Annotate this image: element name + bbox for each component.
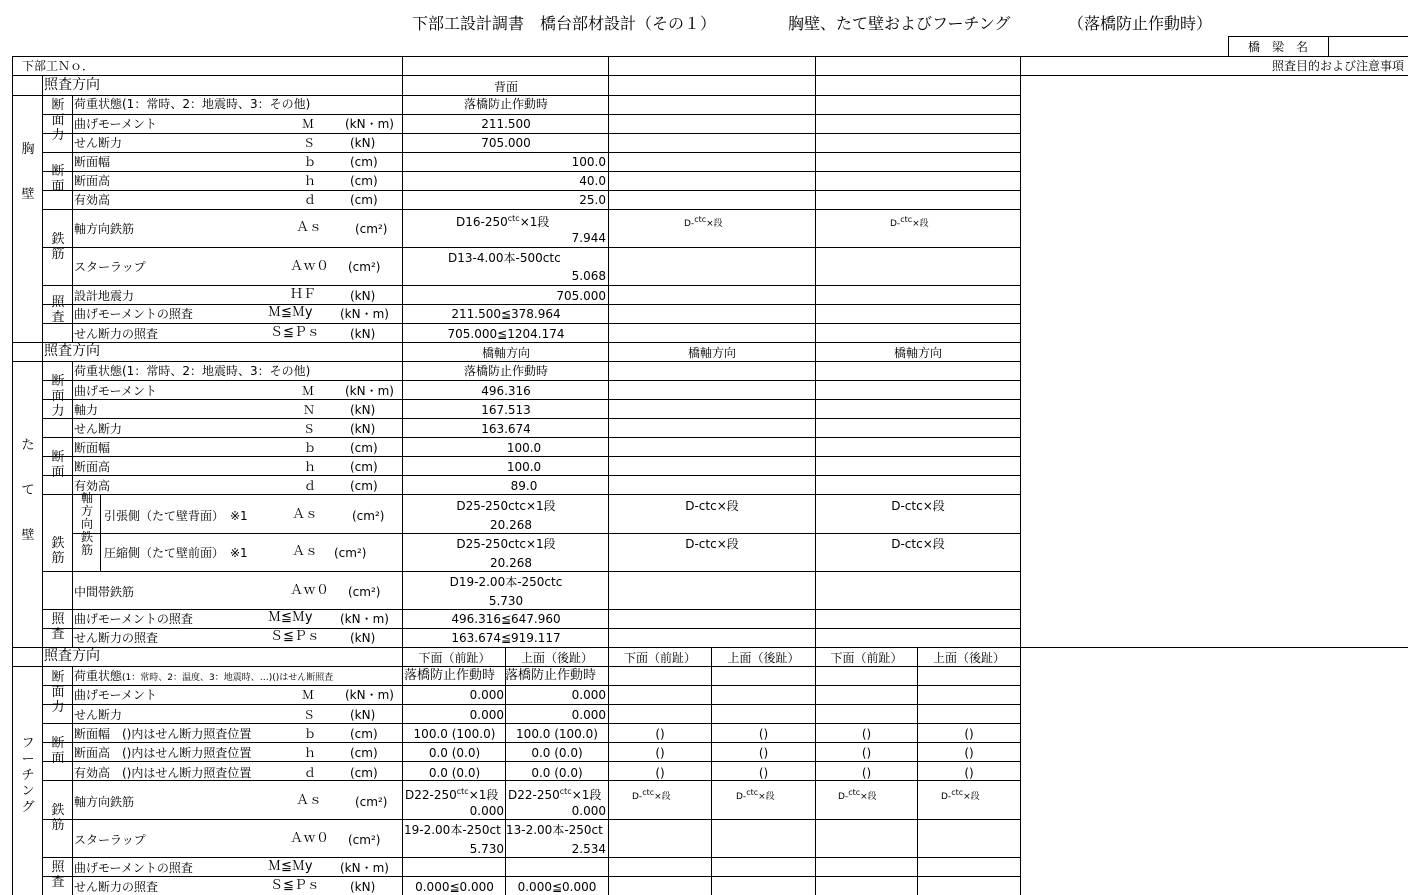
w-compression-symbol: Ａｓ (292, 544, 319, 559)
ft-eff-depth-label: 有効高 ()内はせん断力照査位置 (74, 766, 252, 780)
grid-line (12, 56, 1408, 57)
ft-axial-spec-1: $D22-250^{ctc}\times 1$段 (405, 787, 499, 802)
w-mid-rebar-label: 中間帯鉄筋 (74, 585, 135, 599)
ft-width-1: 100.0 (100.0) (413, 727, 496, 741)
ft-height-1: 0.0 (0.0) (428, 746, 481, 760)
ft-axial-empty: D-ctc×段 (838, 788, 877, 802)
w-shear-check-label: せん断力の照査 (74, 631, 159, 645)
bw-axial-rebar-col3: D-ctc×段 (890, 215, 929, 229)
ft-width-label: 断面幅 ()内はせん断力照査位置 (74, 727, 252, 741)
footing-force-group: 断 面 力 (51, 670, 65, 715)
ft-paren: () (964, 766, 974, 780)
ft-direction-6: 上面（後趾） (932, 651, 1005, 665)
w-moment-check-label: 曲げモーメントの照査 (74, 612, 193, 626)
footing-rebar-group: 鉄 筋 (51, 803, 65, 833)
wall-label: た て 壁 (21, 438, 35, 543)
grid-line (42, 780, 72, 781)
bw-seismic-value: 705.000 (556, 289, 606, 303)
grid-line (12, 56, 13, 895)
w-shear-check-unit: (kN) (350, 631, 376, 645)
grid-line (12, 647, 1408, 648)
w-load-state-label: 荷重状態(1：常時、2：地震時、3：その他) (74, 364, 311, 378)
ft-moment-symbol: Ｍ (302, 688, 315, 702)
w-height-symbol: ｈ (304, 460, 317, 474)
grid-line (42, 437, 1020, 438)
w-mid-rebar-spec: D19-2.00本-250ctc (449, 575, 563, 589)
w-tension-col2: D-ctc×段 (685, 499, 739, 513)
grid-line (42, 609, 72, 610)
ft-shear-label: せん断力 (74, 708, 123, 722)
ft-axial-rebar-label: 軸方向鉄筋 (74, 795, 135, 809)
w-shear-value: 163.674 (481, 422, 531, 436)
grid-line (12, 75, 1408, 76)
w-moment-label: 曲げモーメント (74, 384, 157, 398)
bw-moment-value: 211.500 (481, 117, 531, 131)
purpose-notes-label: 照査目的および注意事項 (1271, 59, 1404, 73)
bw-moment-check-label: 曲げモーメントの照査 (74, 307, 193, 321)
bw-stirrup-label: スターラップ (74, 260, 146, 274)
w-height-label: 断面高 (74, 460, 111, 474)
ft-height-unit: (cm) (350, 746, 378, 760)
grid-line (42, 857, 1020, 858)
ft-direction-3: 下面（前趾） (623, 651, 696, 665)
w-width-label: 断面幅 (74, 441, 111, 455)
w-width-value: 100.0 (506, 441, 542, 455)
w-compression-unit: (cm²) (334, 546, 367, 560)
w-axial-unit: (kN) (350, 403, 376, 417)
ft-shear-check-symbol: Ｓ≦Ｐｓ (270, 878, 320, 893)
w-shear-label: せん断力 (74, 422, 123, 436)
bridge-name-label: 橋 梁 名 (1247, 40, 1308, 54)
bw-width-unit: (cm) (350, 155, 378, 169)
wall-check-group: 照 査 (51, 612, 65, 642)
bw-seismic-unit: (kN) (350, 289, 376, 303)
w-shear-symbol: Ｓ (303, 422, 316, 436)
grid-line (42, 704, 1020, 705)
bw-seismic-label: 設計地震力 (74, 289, 135, 303)
bw-shear-symbol: Ｓ (303, 136, 316, 150)
ft-paren: () (861, 766, 872, 780)
bw-axial-rebar-unit: (cm²) (355, 222, 388, 236)
ft-axial-spec-2: $D22-250^{ctc}\times 1$段 (508, 787, 602, 802)
wall-force-group: 断 面 力 (51, 374, 65, 419)
w-tension-spec: D25-250ctc×1段 (456, 499, 556, 513)
bw-axial-rebar-label: 軸方向鉄筋 (74, 222, 135, 236)
grid-line (42, 418, 1020, 419)
grid-line (42, 780, 1020, 781)
grid-line (42, 857, 72, 858)
ft-axial-rebar-symbol: Ａｓ (296, 793, 323, 808)
bw-shear-value: 705.000 (481, 136, 531, 150)
grid-line (100, 494, 101, 571)
ft-paren: () (964, 746, 974, 760)
grid-line (42, 571, 1020, 572)
bw-moment-check-symbol: Ｍ≦Ｍy (268, 305, 313, 320)
bw-moment-check-unit: (kN・m) (340, 307, 389, 321)
grid-line (42, 152, 1020, 153)
ft-shear-check-label: せん断力の照査 (74, 880, 159, 894)
grid-line (42, 285, 72, 286)
grid-line (42, 304, 1020, 305)
substructure-no-label: 下部工Ｎｏ． (22, 59, 95, 73)
grid-line (42, 494, 72, 495)
ft-moment-label: 曲げモーメント (74, 688, 157, 702)
bw-height-unit: (cm) (350, 174, 378, 188)
wall-direction-1: 橋軸方向 (481, 346, 530, 360)
bw-width-value: 100.0 (571, 155, 606, 169)
bw-seismic-symbol: ＨＦ (290, 287, 317, 302)
w-eff-depth-value: 89.0 (510, 479, 538, 493)
bw-stirrup-unit: (cm²) (348, 260, 381, 274)
grid-line (72, 533, 1020, 534)
w-eff-depth-unit: (cm) (350, 479, 378, 493)
w-axial-value: 167.513 (481, 403, 531, 417)
ft-shear-check-unit: (kN) (350, 880, 376, 894)
ft-stirrup-area-1: 5.730 (469, 842, 504, 856)
w-axial-label: 軸力 (74, 403, 99, 417)
bw-height-label: 断面高 (74, 174, 111, 188)
grid-line (72, 95, 73, 342)
bw-axial-rebar-spec: $D16-250^{ctc}\times 1$段 (456, 214, 550, 229)
grid-line (42, 399, 1020, 400)
ft-stirrup-spec-1: 19-2.00本-250ct (404, 823, 501, 837)
w-shear-check-value: 163.674≦919.117 (451, 631, 561, 645)
grid-line (42, 761, 1020, 762)
w-tension-col3: D-ctc×段 (891, 499, 945, 513)
grid-line (42, 190, 1020, 191)
bw-moment-symbol: Ｍ (302, 117, 315, 131)
ft-moment-check-label: 曲げモーメントの照査 (74, 861, 193, 875)
bw-stirrup-symbol: Ａｗ０ (290, 259, 330, 274)
w-compression-spec: D25-250ctc×1段 (456, 537, 556, 551)
bw-eff-depth-symbol: ｄ (304, 193, 317, 207)
grid-line (42, 609, 1020, 610)
w-moment-symbol: Ｍ (302, 384, 315, 398)
bw-eff-depth-value: 25.0 (579, 193, 606, 207)
bw-axial-rebar-col2: D-ctc×段 (684, 215, 723, 229)
w-eff-depth-label: 有効高 (74, 479, 111, 493)
wall-section-group: 断 面 (51, 450, 65, 480)
bw-load-state-label: 荷重状態(1：常時、2：地震時、3：その他) (74, 97, 311, 111)
breastwall-direction-1: 背面 (493, 80, 518, 94)
ft-direction-1: 下面（前趾） (418, 651, 491, 665)
breastwall-direction-label: 照査方向 (44, 77, 100, 93)
grid-line (1020, 56, 1021, 895)
ft-eff-depth-symbol: ｄ (304, 766, 317, 780)
page-subtitle: 胸壁、たて壁およびフーチング (788, 14, 1011, 33)
wall-direction-2: 橋軸方向 (687, 346, 736, 360)
w-load-state-value: 落橋防止作動時 (463, 364, 548, 378)
ft-paren: () (861, 746, 872, 760)
grid-line (42, 133, 1020, 134)
grid-line (42, 723, 72, 724)
breastwall-check-group: 照 査 (51, 295, 65, 325)
grid-line (1328, 36, 1329, 56)
ft-shear-check-2: 0.000≦0.000 (517, 880, 597, 894)
grid-line (42, 685, 1020, 686)
bw-shear-label: せん断力 (74, 136, 123, 150)
w-compression-label: 圧縮側（たて壁前面） ※1 (104, 546, 248, 560)
ft-shear-unit: (kN) (350, 708, 376, 722)
grid-line (42, 723, 1020, 724)
grid-line (1228, 36, 1229, 56)
grid-line (42, 114, 1020, 115)
ft-width-symbol: ｂ (304, 727, 317, 741)
w-width-symbol: ｂ (304, 441, 317, 455)
footing-label: フ ー チ ン グ (21, 736, 35, 815)
w-shear-check-symbol: Ｓ≦Ｐｓ (270, 629, 320, 644)
w-height-value: 100.0 (506, 460, 542, 474)
w-tension-area: 20.268 (490, 518, 532, 532)
grid-line (42, 742, 1020, 743)
grid-line (72, 361, 73, 647)
ft-eff-depth-unit: (cm) (350, 766, 378, 780)
w-tension-symbol: Ａｓ (292, 507, 319, 522)
ft-shear-1: 0.000 (469, 708, 504, 722)
grid-line (42, 494, 1020, 495)
ft-axial-empty: D-ctc×段 (941, 788, 980, 802)
ft-axial-area-1: 0.000 (469, 804, 504, 818)
bw-moment-unit: (kN・m) (345, 117, 394, 131)
bw-shear-unit: (kN) (350, 136, 376, 150)
bw-stirrup-spec: D13-4.00本-500ctc (448, 251, 561, 265)
footing-direction-label: 照査方向 (44, 648, 100, 664)
w-eff-depth-symbol: ｄ (304, 479, 317, 493)
ft-moment-check-unit: (kN・m) (340, 861, 389, 875)
ft-axial-empty: D-ctc×段 (736, 788, 775, 802)
ft-width-2: 100.0 (100.0) (516, 727, 598, 741)
ft-paren: () (758, 766, 769, 780)
w-tension-label: 引張側（たて壁背面） ※1 (104, 509, 248, 523)
ft-shear-2: 0.000 (571, 708, 606, 722)
ft-paren: () (655, 746, 665, 760)
wall-rebar-group: 鉄 筋 (51, 536, 65, 566)
ft-axial-area-2: 0.000 (571, 804, 606, 818)
ft-moment-2: 0.000 (571, 688, 606, 702)
bw-height-symbol: ｈ (304, 174, 317, 188)
bw-shear-check-symbol: Ｓ≦Ｐｓ (270, 325, 320, 340)
page-title: 下部工設計調書 橋台部材設計（その１） (412, 14, 717, 33)
grid-line (72, 666, 73, 895)
ft-paren: () (861, 727, 872, 741)
bw-shear-check-label: せん断力の照査 (74, 327, 159, 341)
ft-height-symbol: ｈ (304, 746, 317, 760)
grid-line (42, 819, 1020, 820)
ft-eff-depth-1: 0.0 (0.0) (428, 766, 481, 780)
w-compression-area: 20.268 (490, 556, 532, 570)
w-moment-value: 496.316 (481, 384, 531, 398)
w-axial-symbol: Ｎ (303, 403, 316, 417)
ft-stirrup-unit: (cm²) (348, 833, 381, 847)
grid-line (12, 95, 1020, 96)
bw-load-state-value: 落橋防止作動時 (463, 97, 548, 111)
breastwall-label: 胸 壁 (21, 142, 35, 202)
grid-line (12, 342, 1020, 343)
ft-direction-5: 下面（前趾） (830, 651, 903, 665)
breastwall-section-group: 断 面 (51, 164, 65, 194)
w-moment-check-symbol: Ｍ≦Ｍy (268, 610, 313, 625)
ft-stirrup-spec-2: 13-2.00本-250ct (506, 823, 603, 837)
wall-direction-label: 照査方向 (44, 343, 100, 359)
w-moment-check-value: 496.316≦647.960 (451, 612, 561, 626)
footing-section-group: 断 面 (51, 736, 65, 766)
ft-moment-1: 0.000 (469, 688, 504, 702)
grid-line (42, 209, 72, 210)
w-mid-rebar-unit: (cm²) (348, 585, 381, 599)
ft-axial-rebar-unit: (cm²) (355, 795, 388, 809)
w-width-unit: (cm) (350, 441, 378, 455)
breastwall-force-group: 断 面 力 (51, 98, 65, 143)
bw-eff-depth-unit: (cm) (350, 193, 378, 207)
ft-stirrup-symbol: Ａｗ０ (290, 831, 330, 846)
bw-axial-rebar-area: 7.944 (571, 231, 606, 245)
bw-eff-depth-label: 有効高 (74, 193, 111, 207)
grid-line (42, 876, 1020, 877)
ft-paren: () (758, 727, 769, 741)
ft-eff-depth-2: 0.0 (0.0) (531, 766, 583, 780)
bw-shear-check-unit: (kN) (350, 327, 376, 341)
footing-check-group: 照 査 (51, 860, 65, 890)
ft-width-unit: (cm) (350, 727, 378, 741)
grid-line (42, 380, 1020, 381)
grid-line (42, 323, 1020, 324)
bw-shear-check-value: 705.000≦1204.174 (447, 327, 565, 341)
grid-line (42, 456, 1020, 457)
grid-line (42, 171, 1020, 172)
grid-line (42, 475, 1020, 476)
grid-line (42, 247, 1020, 248)
w-tension-unit: (cm²) (352, 509, 385, 523)
grid-line (42, 285, 1020, 286)
grid-line (42, 152, 72, 153)
bw-width-symbol: ｂ (304, 155, 317, 169)
w-mid-rebar-area: 5.730 (488, 594, 524, 608)
grid-line (1228, 36, 1408, 37)
ft-paren: () (655, 766, 665, 780)
ft-stirrup-label: スターラップ (74, 833, 146, 847)
ft-shear-symbol: Ｓ (303, 708, 316, 722)
w-compression-col2: D-ctc×段 (685, 537, 739, 551)
w-height-unit: (cm) (350, 460, 378, 474)
grid-line (12, 666, 1020, 667)
ft-direction-4: 上面（後趾） (727, 651, 800, 665)
bw-axial-rebar-symbol: Ａｓ (296, 220, 323, 235)
ft-height-2: 0.0 (0.0) (531, 746, 583, 760)
breastwall-rebar-group: 鉄 筋 (51, 232, 65, 262)
bw-height-value: 40.0 (579, 174, 606, 188)
grid-line (42, 209, 1020, 210)
grid-line (42, 437, 72, 438)
ft-shear-check-1: 0.000≦0.000 (415, 880, 494, 894)
ft-direction-2: 上面（後趾） (520, 651, 593, 665)
ft-axial-empty: D-ctc×段 (632, 788, 671, 802)
ft-load-state-label: 荷重状態(1：常時、2：温度、3：地震時、…)()はせん断照査 (74, 669, 334, 683)
bw-moment-label: 曲げモーメント (74, 117, 157, 131)
ft-load-state-1: 落橋防止作動時 (404, 668, 496, 683)
w-moment-unit: (kN・m) (345, 384, 394, 398)
bw-moment-check-value: 211.500≦378.964 (451, 307, 561, 321)
ft-paren: () (758, 746, 769, 760)
bw-width-label: 断面幅 (74, 155, 111, 169)
ft-paren: () (655, 727, 665, 741)
ft-height-label: 断面高 ()内はせん断力照査位置 (74, 746, 252, 760)
ft-moment-check-symbol: Ｍ≦Ｍy (268, 859, 313, 874)
wall-axial-group: 軸 方 向 鉄 筋 (80, 491, 93, 557)
w-compression-col3: D-ctc×段 (891, 537, 945, 551)
bw-stirrup-area: 5.068 (571, 269, 606, 283)
ft-load-state-2: 落橋防止作動時 (505, 668, 597, 683)
w-moment-check-unit: (kN・m) (340, 612, 389, 626)
ft-paren: () (964, 727, 974, 741)
wall-direction-3: 橋軸方向 (893, 346, 942, 360)
ft-moment-unit: (kN・m) (345, 688, 394, 702)
w-mid-rebar-symbol: Ａｗ０ (290, 583, 330, 598)
ft-stirrup-area-2: 2.534 (571, 842, 606, 856)
page-mode: （落橋防止作動時） (1068, 14, 1213, 33)
w-shear-unit: (kN) (350, 422, 376, 436)
grid-line (42, 628, 1020, 629)
grid-line (12, 361, 1020, 362)
